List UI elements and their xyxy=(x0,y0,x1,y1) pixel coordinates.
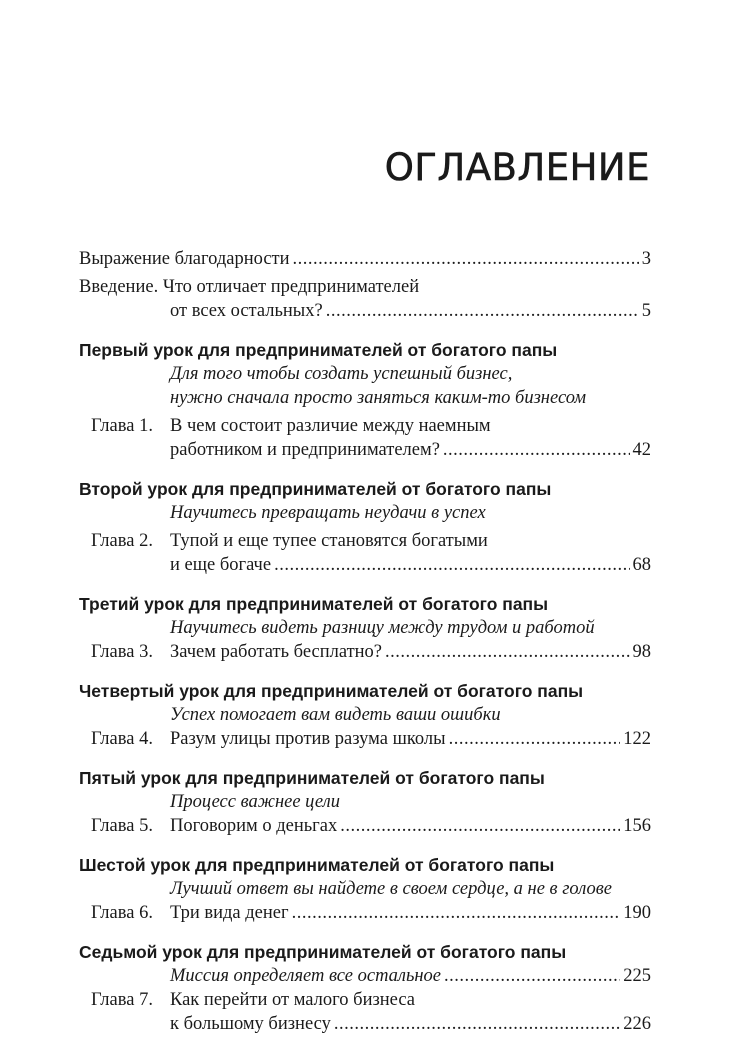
chapter-title: Как перейти от малого бизнеса xyxy=(170,990,415,1010)
lesson-7 xyxy=(79,940,651,1036)
page-number: 98 xyxy=(632,642,651,662)
toc-entry-chapter-6[interactable] xyxy=(79,901,651,925)
chapter-label: Глава 6. xyxy=(91,903,153,923)
page-number: 68 xyxy=(632,555,651,575)
lesson-2 xyxy=(79,477,651,577)
lesson-subtitle: Научитесь превращать неудачи в успех xyxy=(170,503,486,523)
lesson-heading: Четвертый урок для предпринимателей от богатого папы xyxy=(79,681,584,701)
lesson-subtitle: Научитесь видеть разницу между трудом и работой xyxy=(170,618,595,638)
chapter-label: Глава 1. xyxy=(91,416,153,436)
toc-entry-chapter-7[interactable] xyxy=(79,988,651,1012)
toc-entry-chapter-2[interactable] xyxy=(79,529,651,553)
leader-dots xyxy=(326,299,639,323)
leader-dots xyxy=(334,1012,620,1036)
lesson-heading: Шестой урок для предпринимателей от богатого папы xyxy=(79,855,555,875)
chapter-title-cont: и еще богаче xyxy=(170,555,272,575)
chapter-title: Три вида денег xyxy=(170,903,289,923)
page-number: 42 xyxy=(632,440,651,460)
toc-entry-chapter-4[interactable] xyxy=(79,727,651,751)
leader-dots xyxy=(385,640,629,664)
chapter-label: Глава 4. xyxy=(91,729,153,749)
chapter-title: Разум улицы против разума школы xyxy=(170,729,446,749)
chapter-title-cont: работником и предпринимателем? xyxy=(170,440,440,460)
page-number: 3 xyxy=(641,249,651,269)
lesson-heading: Пятый урок для предпринимателей от богатого папы xyxy=(79,768,545,788)
chapter-title: Тупой и еще тупее становятся богатыми xyxy=(170,531,488,551)
lesson-subtitle: Успех помогает вам видеть ваши ошибки xyxy=(170,705,501,725)
entry-title: Введение. Что отличает предпринимателей xyxy=(79,277,420,297)
chapter-label: Глава 2. xyxy=(91,531,153,551)
chapter-label: Глава 3. xyxy=(91,642,153,662)
lesson-3 xyxy=(79,592,651,664)
page-number: 190 xyxy=(623,903,651,923)
lesson-heading: Первый урок для предпринимателей от богатого папы xyxy=(79,340,558,360)
entry-title: Выражение благодарности xyxy=(79,249,290,269)
lesson-subtitle: Миссия определяет все остальное xyxy=(170,966,442,986)
toc-entry-lesson-7-mission[interactable] xyxy=(79,964,651,988)
chapter-title: В чем состоит различие между наемным xyxy=(170,416,491,436)
lesson-heading: Второй урок для предпринимателей от богатого папы xyxy=(79,479,552,499)
toc-entry-chapter-5[interactable] xyxy=(79,814,651,838)
lesson-1 xyxy=(79,338,651,462)
lesson-subtitle: нужно сначала просто заняться каким-то бизнесом xyxy=(170,388,587,408)
leader-dots xyxy=(449,727,621,751)
page-number: 226 xyxy=(623,1014,651,1034)
page-number: 122 xyxy=(623,729,651,749)
leader-dots xyxy=(443,438,630,462)
leader-dots xyxy=(292,901,621,925)
entry-title-cont: от всех остальных? xyxy=(170,301,323,321)
lesson-4 xyxy=(79,679,651,751)
toc-entry-acknowledgements[interactable] xyxy=(79,247,651,271)
page-number: 156 xyxy=(623,816,651,836)
chapter-title: Поговорим о деньгах xyxy=(170,816,338,836)
page-number: 225 xyxy=(623,966,651,986)
toc-entry-introduction[interactable] xyxy=(79,275,651,323)
chapter-title-cont: к большому бизнесу xyxy=(170,1014,331,1034)
leader-dots xyxy=(444,964,620,988)
page-title: ОГЛАВЛЕНИЕ xyxy=(384,146,650,189)
leader-dots xyxy=(293,247,639,271)
lesson-heading: Третий урок для предпринимателей от богатого папы xyxy=(79,594,549,614)
lesson-5 xyxy=(79,766,651,838)
chapter-label: Глава 7. xyxy=(91,990,153,1010)
chapter-label: Глава 5. xyxy=(91,816,153,836)
toc-entry-chapter-1[interactable] xyxy=(79,414,651,438)
table-of-contents xyxy=(79,247,651,1036)
leader-dots xyxy=(274,553,629,577)
lesson-subtitle: Лучший ответ вы найдете в своем сердце, а не в голове xyxy=(170,879,612,899)
toc-entry-chapter-3[interactable] xyxy=(79,640,651,664)
page-number: 5 xyxy=(641,301,651,321)
lesson-subtitle: Процесс важнее цели xyxy=(170,792,340,812)
lesson-6 xyxy=(79,853,651,925)
leader-dots xyxy=(340,814,620,838)
lesson-subtitle: Для того чтобы создать успешный бизнес, xyxy=(170,364,513,384)
chapter-title: Зачем работать бесплатно? xyxy=(170,642,383,662)
lesson-heading: Седьмой урок для предпринимателей от богатого папы xyxy=(79,942,567,962)
